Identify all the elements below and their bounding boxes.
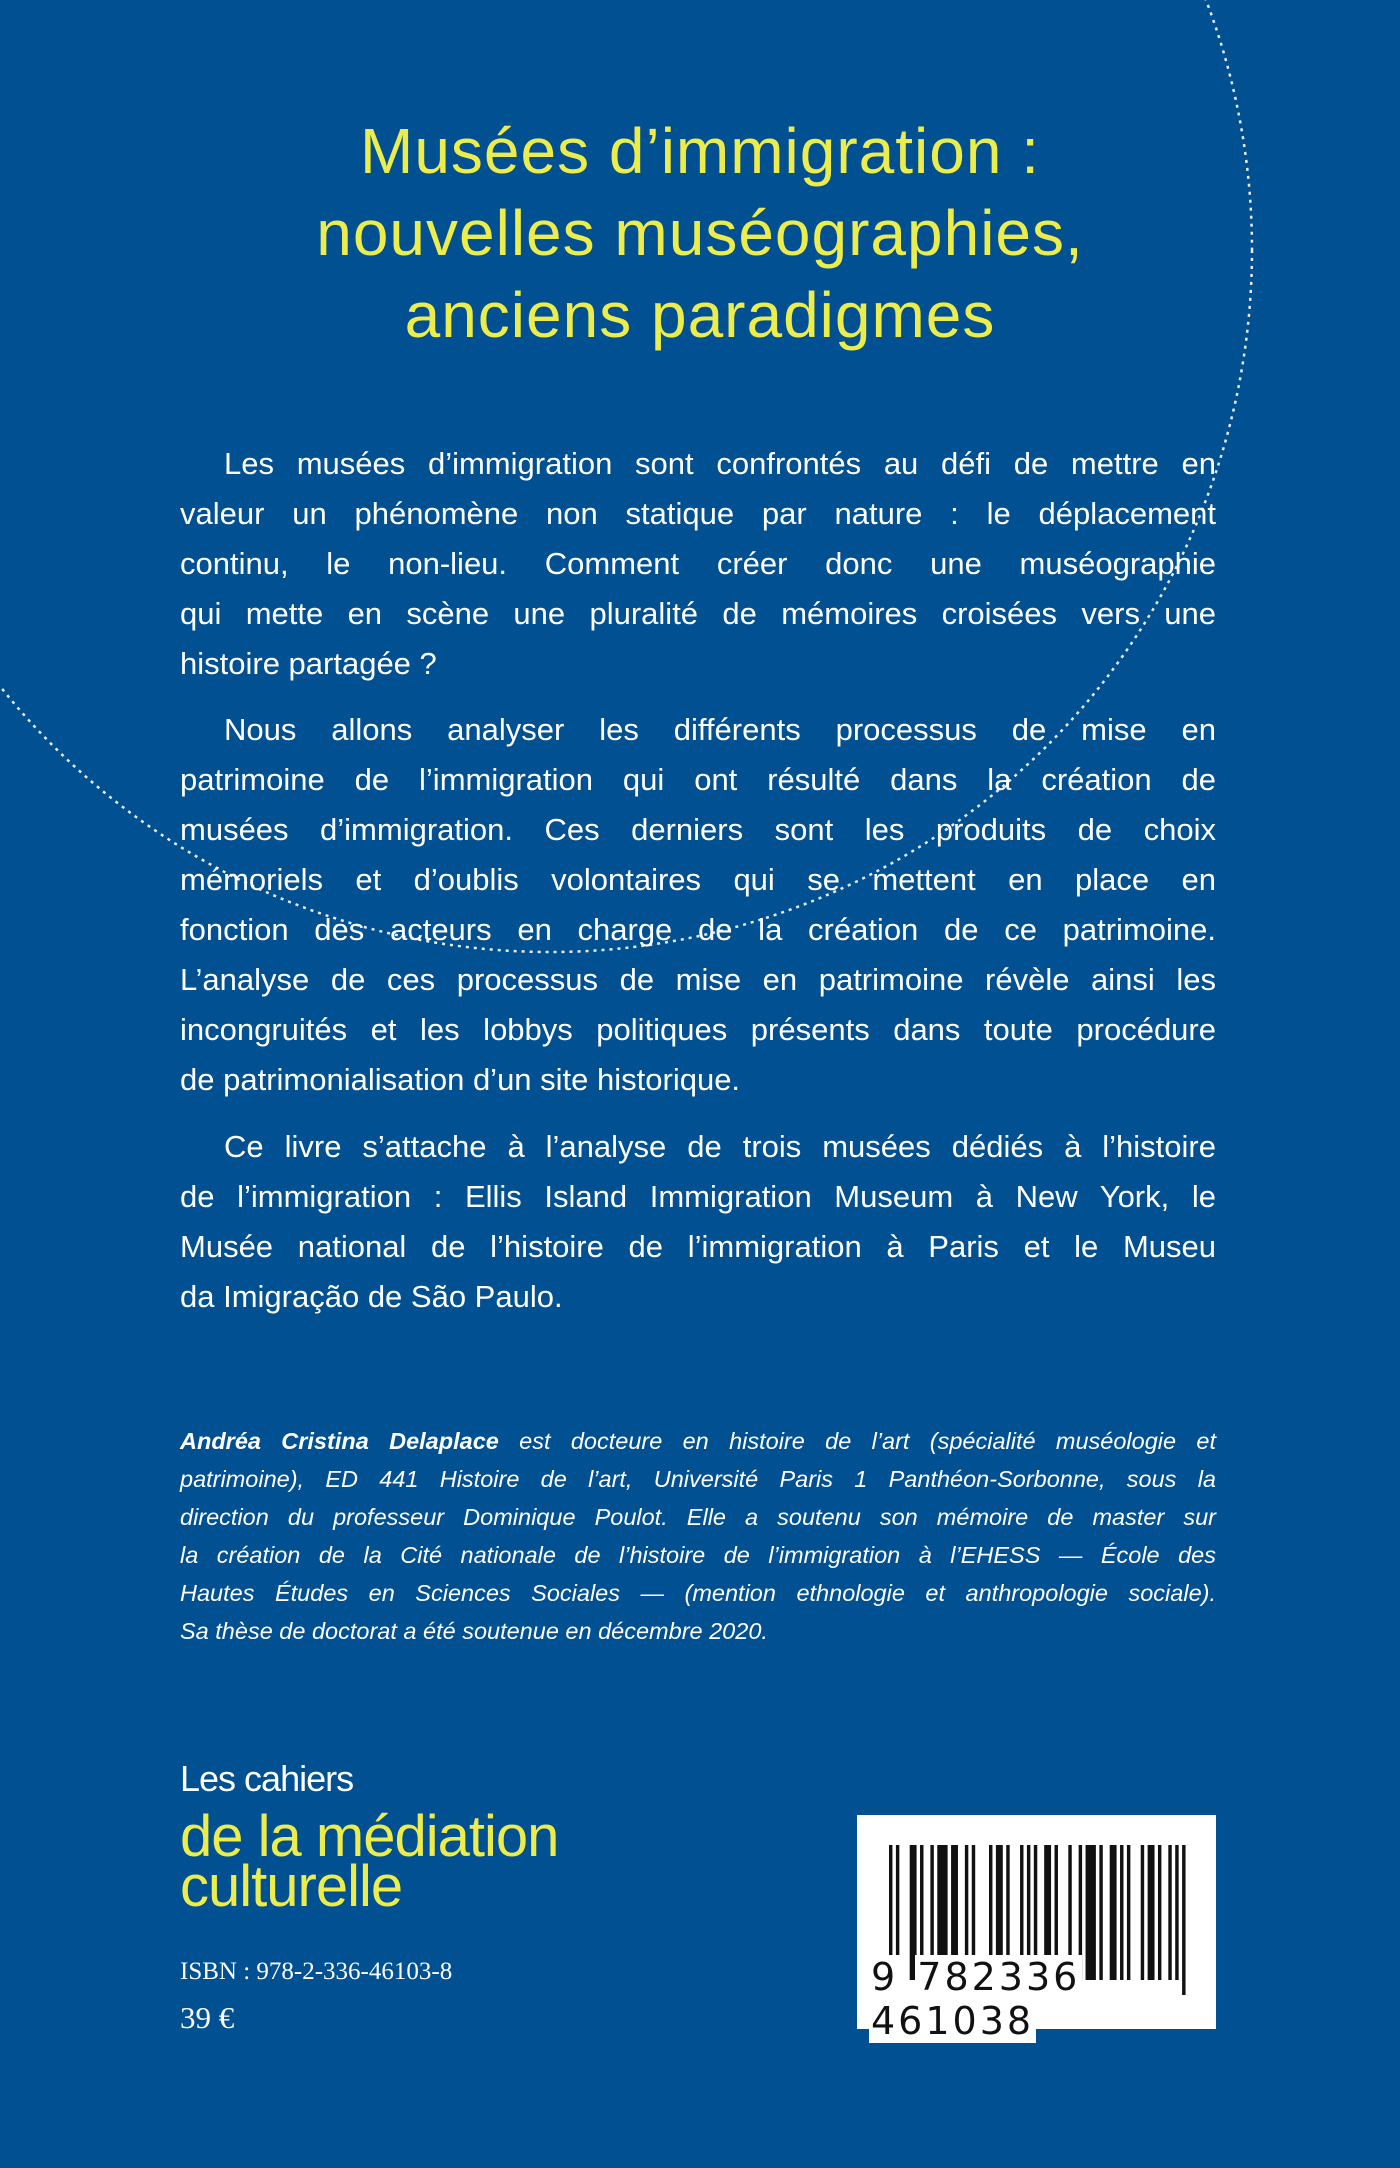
bio-line: Hautes Études en Sciences Sociales — (mention ethnologie et anthropologie sociale). (180, 1580, 1216, 1606)
title-line: Musées d’immigration : (360, 115, 1040, 187)
paragraph-line: da Imigração de São Paulo. (180, 1279, 563, 1314)
title-line: anciens paradigmes (404, 279, 996, 351)
bio-line: Sa thèse de doctorat a été soutenue en décembre 2020. (180, 1618, 768, 1644)
paragraph-line: Musée national de l’histoire de l’immigration à Paris et le Museu (180, 1229, 1216, 1264)
barcode-digits-right: 461038 (871, 1999, 1035, 2043)
author-name: Andréa Cristina Delaplace (180, 1428, 499, 1454)
paragraph-line: valeur un phénomène non statique par nature : le déplacement (180, 496, 1216, 531)
paragraph-line: musées d’immigration. Ces derniers sont les produits de choix (180, 812, 1216, 847)
paragraph-line: continu, le non-lieu. Comment créer donc une muséographie (180, 546, 1216, 581)
bio-line: la création de la Cité nationale de l’histoire de l’immigration à l’EHESS — École des (180, 1542, 1216, 1568)
paragraph-line: de l’immigration : Ellis Island Immigration Museum à New York, le (180, 1179, 1216, 1214)
author-bio (180, 1422, 1216, 1650)
paragraph-line: incongruités et les lobbys politiques présents dans toute procédure (180, 1012, 1216, 1047)
paragraph-line: Ce livre s’attache à l’analyse de trois musées dédiés à l’histoire (224, 1129, 1216, 1164)
paragraph-line: histoire partagée ? (180, 646, 437, 681)
summary-paragraph-2 (180, 705, 1216, 1105)
paragraph-line: Nous allons analyser les différents processus de mise en (224, 712, 1216, 747)
barcode-digit-first: 9 (871, 1955, 899, 1999)
series-name-line1: Les cahiers (180, 1758, 354, 1799)
series-name-main (180, 1804, 559, 1919)
barcode-digits-left: 782336 (917, 1955, 1081, 1999)
summary-paragraph-3 (180, 1122, 1216, 1322)
barcode (857, 1815, 1216, 2043)
isbn: ISBN : 978-2-336-46103-8 (180, 1958, 453, 1985)
paragraph-line: fonction des acteurs en charge de la création de ce patrimoine. (180, 912, 1216, 947)
bio-line: direction du professeur Dominique Poulot. Elle a soutenu son mémoire de master sur (180, 1504, 1216, 1530)
bio-line: patrimoine), ED 441 Histoire de l’art, Université Paris 1 Panthéon-Sorbonne, sous la (180, 1466, 1216, 1492)
summary-paragraph-1 (180, 439, 1216, 689)
series-name-line2: de la médiation (180, 1804, 559, 1869)
paragraph-line: qui mette en scène une pluralité de mémoires croisées vers une (180, 596, 1216, 631)
paragraph-line: Les musées d’immigration sont confrontés au défi de mettre en (224, 446, 1216, 481)
price: 39 € (180, 2000, 235, 2035)
title-line: nouvelles muséographies, (316, 197, 1084, 269)
paragraph-line: mémoriels et d’oublis volontaires qui se mettent en place en (180, 862, 1216, 897)
barcode-digits (869, 1955, 1204, 2043)
bio-text: est docteure en histoire de l’art (spécialité muséologie et (498, 1428, 1217, 1454)
paragraph-line: de patrimonialisation d’un site historique. (180, 1062, 741, 1097)
book-title (0, 110, 1400, 356)
series-name-line3: culturelle (180, 1854, 403, 1919)
paragraph-line: patrimoine de l’immigration qui ont résulté dans la création de (180, 762, 1216, 797)
paragraph-line: L’analyse de ces processus de mise en patrimoine révèle ainsi les (180, 962, 1216, 997)
